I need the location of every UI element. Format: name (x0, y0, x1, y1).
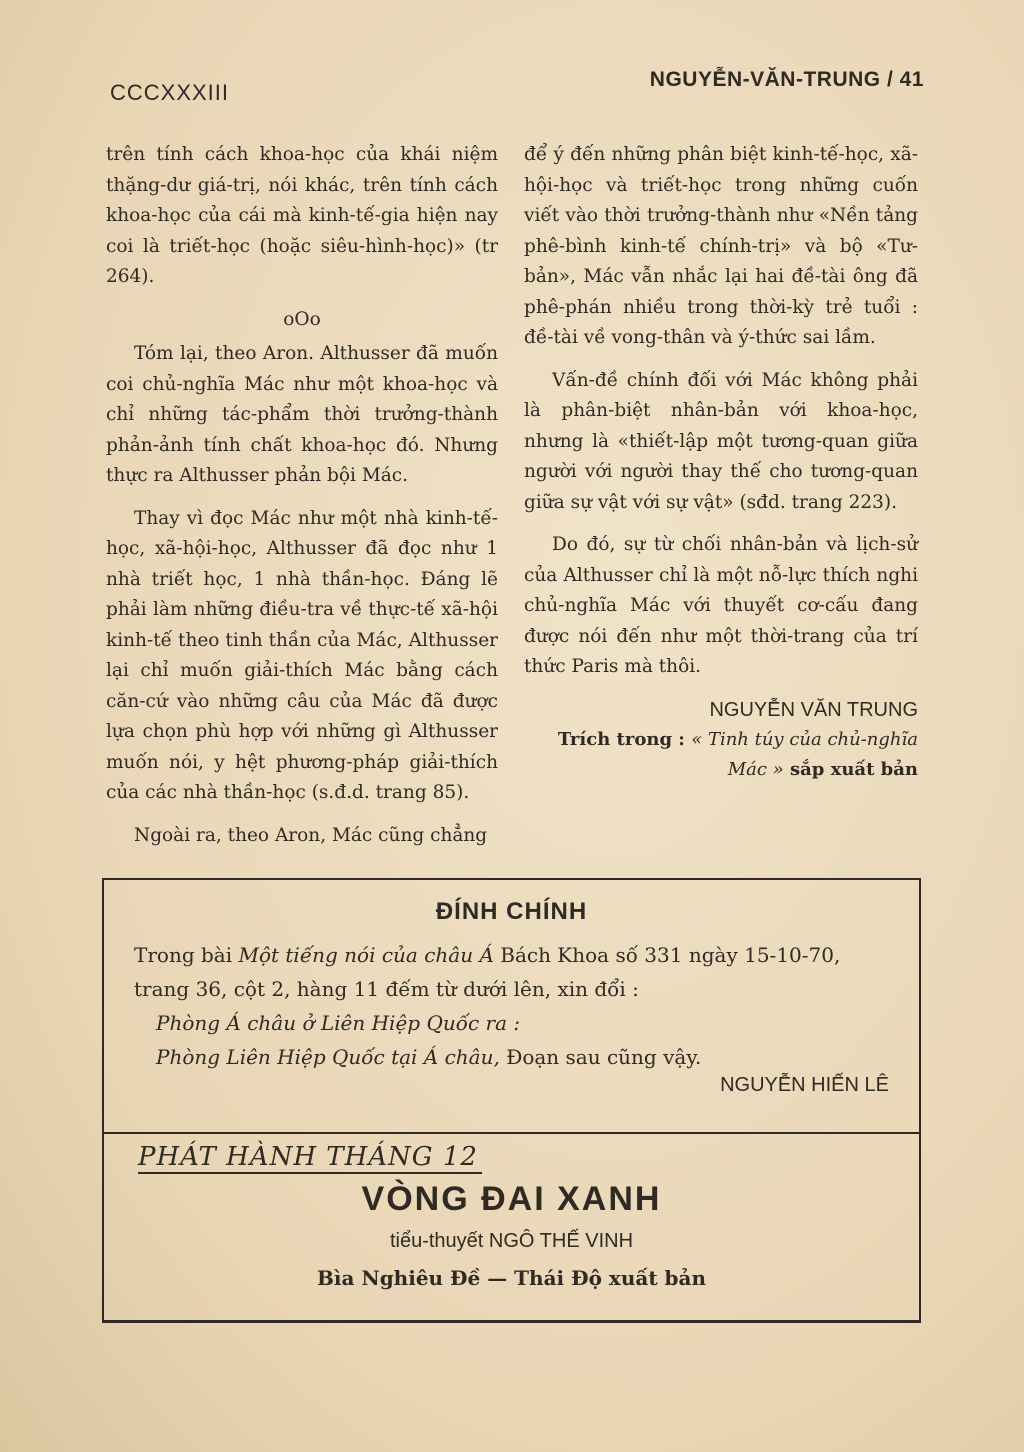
right-column (524, 140, 918, 785)
source-note (524, 725, 918, 785)
source-suffix: sắp xuất bản (783, 759, 918, 780)
errata-line-3 (134, 1040, 889, 1074)
errata-text (134, 938, 889, 1074)
issue-number: CCCXXXIII (110, 80, 230, 105)
advert-heading: PHÁT HÀNH THÁNG 12 (138, 1142, 482, 1174)
errata-line-3-italic: Phòng Liên Hiệp Quốc tại Á châu, (156, 1045, 500, 1069)
section-separator: oOo (283, 308, 321, 330)
errata-line-1a: Trong bài (134, 943, 239, 967)
errata-line-2: Phòng Á châu ở Liên Hiệp Quốc ra : (156, 1011, 521, 1035)
right-paragraph-2: Vấn-đề chính đối với Mác không phải là phân-biệt nhân-bản với khoa-học, nhưng là «thiết-lập một tương-quan giữa người với người thay thế cho tương-quan giữa sự vật với sự vật» (sđd. trang 223). (524, 369, 918, 513)
left-paragraph-1: trên tính cách khoa-học của khái niệm thặng-dư giá-trị, nói khác, trên tính cách khoa-học của cái mà kinh-tế-gia hiện nay coi là triết-học (hoặc siêu-hình-học)» (tr 264). (106, 144, 498, 287)
box-divider (104, 1132, 919, 1134)
errata-title: ĐÍNH CHÍNH (435, 898, 588, 925)
running-header: NGUYỄN-VĂN-TRUNG / 41 (649, 68, 924, 91)
left-paragraph-4: Ngoài ra, theo Aron, Mác cũng chẳng (134, 824, 488, 846)
source-prefix: Trích trong : (557, 729, 692, 750)
errata-article-title: Một tiếng nói của châu Á (238, 943, 494, 967)
errata-line-1 (134, 938, 889, 1006)
advert-subtitle: tiểu-thuyết NGÔ THẾ VINH (389, 1230, 634, 1252)
left-paragraph-3: Thay vì đọc Mác như một nhà kinh-tế-học, xã-hội-học, Althusser đã đọc như 1 nhà triết học, 1 nhà thần-học. Đáng lẽ phải làm những điều-tra về thực-tế xã-hội kinh-tế theo tinh thần của Mác, Althusser lại chỉ muốn giải-thích Mác bằng cách căn-cứ vào những câu của Mác đã được lựa chọn phù hợp với những gì Althusser muốn nói, y hệt phương-pháp giải-thích của các nhà thần-học (s.đ.d. trang 85). (106, 507, 498, 803)
right-paragraph-3: Do đó, sự từ chối nhân-bản và lịch-sử của Althusser chỉ là một nỗ-lực thích nghi chủ-nghĩa Mác với thuyết cơ-cấu đang được nói đến như một thời-trang của trí thức Paris mà thôi. (524, 534, 918, 677)
errata-line-1b: Bách Khoa số 331 ngày 15-10-70, trang 36, cột 2, hàng 11 đếm từ dưới lên, xin đổi : (134, 943, 841, 1001)
advert-book-title: VÒNG ĐAI XANH (361, 1180, 662, 1218)
errata-line-3-rest: Đoạn sau cũng vậy. (499, 1045, 702, 1069)
advert-publisher: Bìa Nghiêu Đề — Thái Độ xuất bản (316, 1266, 707, 1290)
errata-signature: NGUYỄN HIẾN LÊ (720, 1074, 889, 1096)
errata-and-advert-box (102, 878, 921, 1323)
right-paragraph-1: để ý đến những phân biệt kinh-tế-học, xã-hội-học và triết-học trong những cuốn viết vào thời trưởng-thành như «Nền tảng phê-bình kinh-tế chính-trị» và bộ «Tư-bản», Mác vẫn nhắc lại hai đề-tài ông đã phê-phán nhiều trong thời-kỳ trẻ tuổi : đề-tài về vong-thân và ý-thức sai lầm. (524, 144, 918, 348)
left-column (106, 140, 498, 863)
author-signature: NGUYỄN VĂN TRUNG (709, 698, 918, 721)
source-title: « Tinh túy của chủ-nghĩa Mác » (691, 729, 918, 780)
left-paragraph-2: Tóm lại, theo Aron. Althusser đã muốn coi chủ-nghĩa Mác như một khoa-học và chỉ những tác-phẩm thời trưởng-thành phản-ảnh tính chất khoa-học đó. Nhưng thực ra Althusser phản bội Mác. (106, 343, 498, 486)
